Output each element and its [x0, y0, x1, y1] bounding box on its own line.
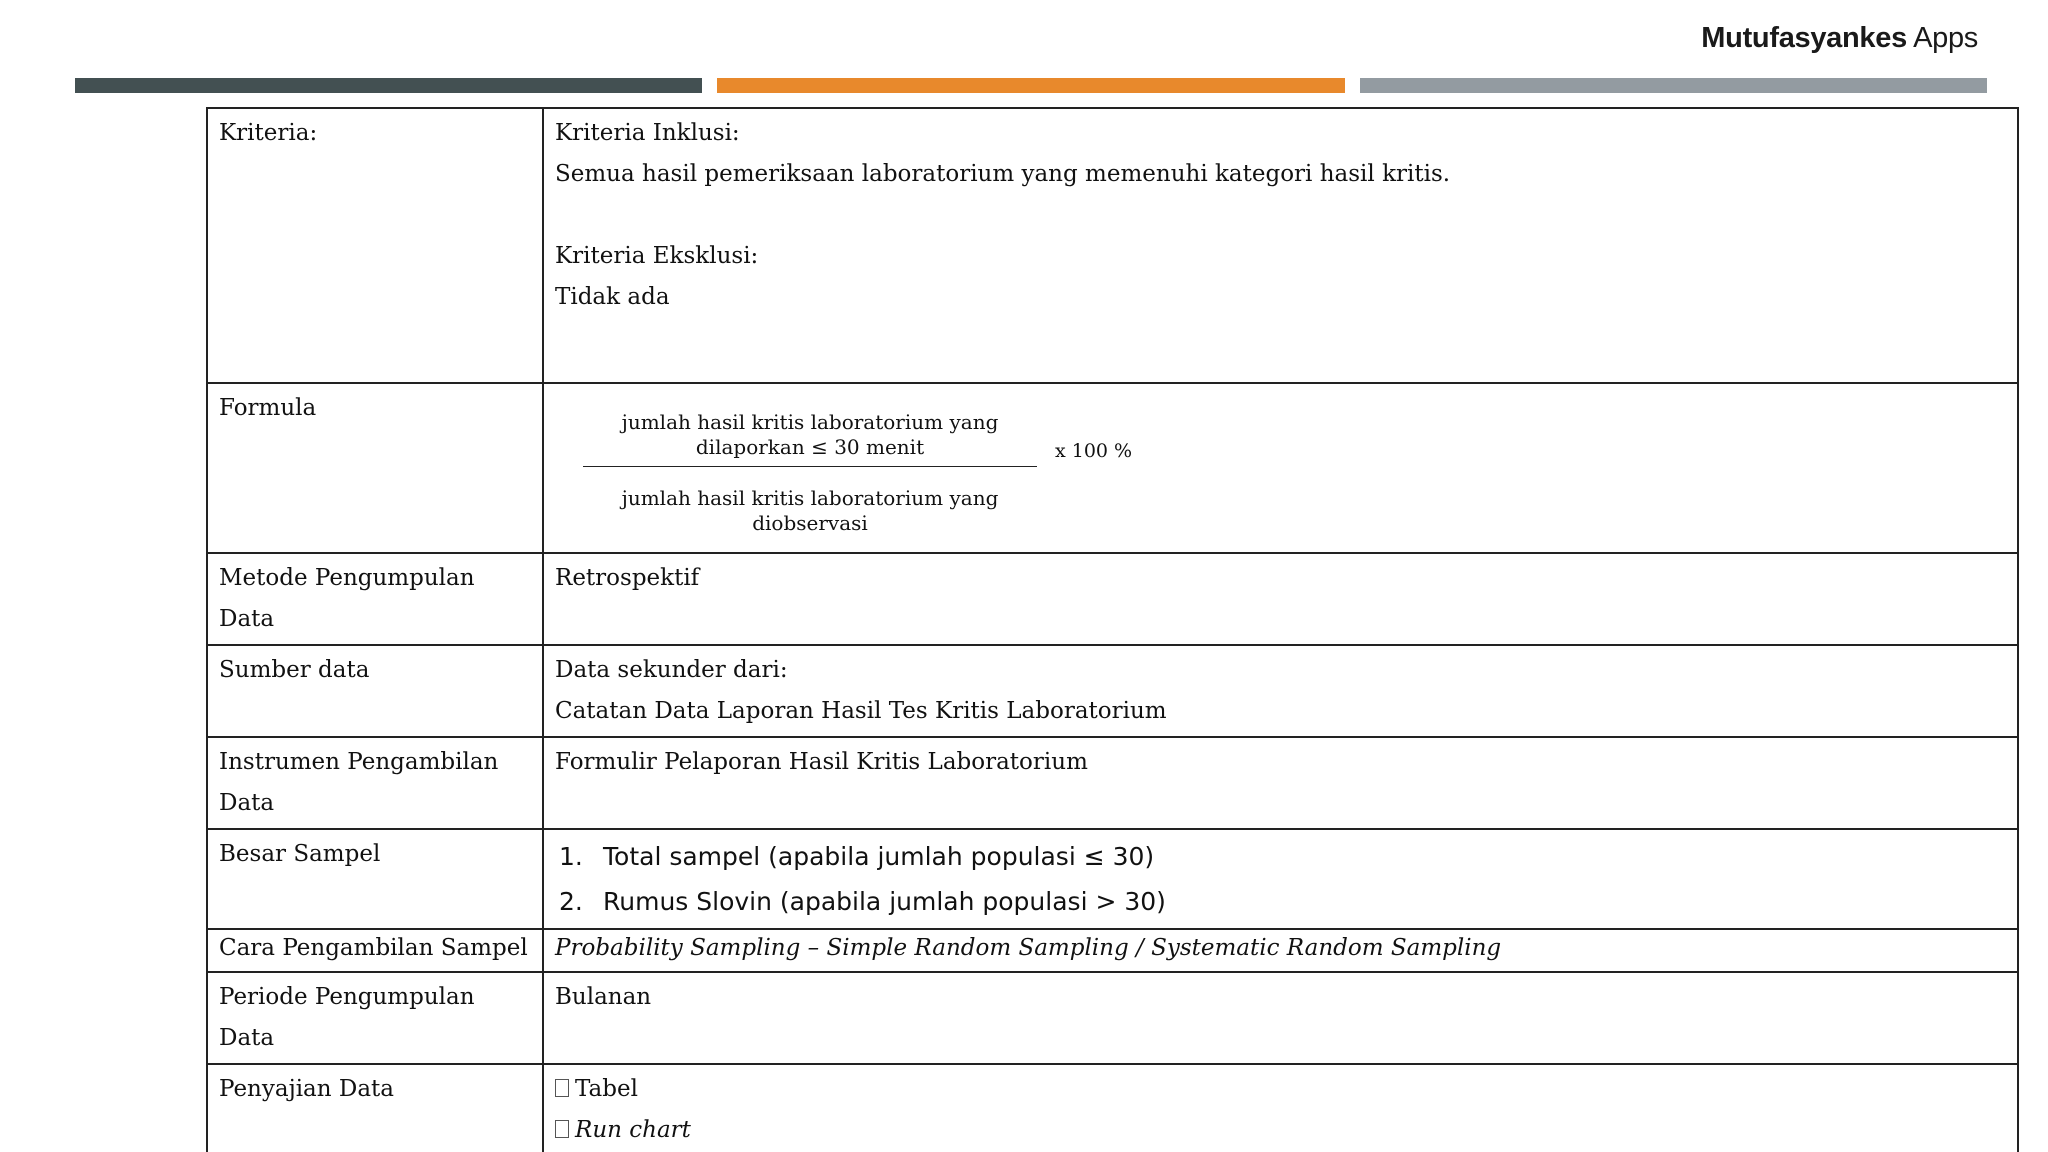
value-periode: Bulanan — [543, 972, 2018, 1064]
label-cara: Cara Pengambilan Sampel — [207, 929, 543, 972]
header-bar-dark — [75, 78, 702, 93]
checkbox-icon — [555, 1120, 569, 1138]
label-sumber: Sumber data — [207, 645, 543, 737]
list-item: 1. Total sampel (apabila jumlah populasi ≤ 30) — [559, 842, 1155, 871]
value-sumber: Data sekunder dari: Catatan Data Laporan Hasil Tes Kritis Laboratorium — [543, 645, 2018, 737]
indicator-table — [206, 107, 2019, 1152]
row-metode — [207, 553, 2018, 645]
label-penyajian: Penyajian Data — [207, 1064, 543, 1152]
exclusion-text: Tidak ada — [555, 284, 670, 310]
value-besar-sampel — [543, 829, 2018, 929]
brand-name-bold: Mutufasyankes — [1701, 22, 1907, 54]
row-periode — [207, 972, 2018, 1064]
value-cara: Probability Sampling – Simple Random Sampling / Systematic Random Sampling — [543, 929, 2018, 972]
checkbox-icon — [555, 1079, 569, 1097]
row-penyajian — [207, 1064, 2018, 1152]
value-penyajian — [543, 1064, 2018, 1152]
label-besar-sampel: Besar Sampel — [207, 829, 543, 929]
value-kriteria — [543, 108, 2018, 383]
formula-numerator: jumlah hasil kritis laboratorium yang dilaporkan ≤ 30 menit — [621, 410, 999, 459]
inclusion-title: Kriteria Inklusi: — [555, 120, 740, 146]
label-periode: Periode Pengumpulan Data — [207, 972, 543, 1064]
inclusion-text: Semua hasil pemeriksaan laboratorium yang memenuhi kategori hasil kritis. — [555, 161, 1451, 187]
list-item: 2. Rumus Slovin (apabila jumlah populasi > 30) — [559, 887, 1166, 916]
row-kriteria — [207, 108, 2018, 383]
value-metode: Retrospektif — [543, 553, 2018, 645]
header-bar-orange — [717, 78, 1345, 93]
fraction-line — [583, 466, 1037, 467]
option-run-chart: Run chart — [555, 1110, 2005, 1151]
row-besar-sampel — [207, 829, 2018, 929]
value-formula — [543, 383, 2018, 553]
header-bar-gray — [1360, 78, 1987, 93]
row-sumber — [207, 645, 2018, 737]
formula-denominator: jumlah hasil kritis laboratorium yang diobservasi — [621, 486, 999, 535]
exclusion-title: Kriteria Eksklusi: — [555, 243, 759, 269]
row-instrumen — [207, 737, 2018, 829]
formula-fraction — [555, 388, 2005, 548]
option-tabel: Tabel — [555, 1069, 2005, 1110]
brand-name-light: Apps — [1913, 22, 1978, 54]
row-formula — [207, 383, 2018, 553]
row-cara — [207, 929, 2018, 972]
label-instrumen: Instrumen Pengambilan Data — [207, 737, 543, 829]
label-formula: Formula — [207, 383, 543, 553]
label-kriteria: Kriteria: — [207, 108, 543, 383]
brand-logo — [1701, 22, 1978, 55]
formula-multiplier: x 100 % — [1055, 440, 1133, 462]
value-instrumen: Formulir Pelaporan Hasil Kritis Laboratorium — [543, 737, 2018, 829]
label-metode: Metode Pengumpulan Data — [207, 553, 543, 645]
